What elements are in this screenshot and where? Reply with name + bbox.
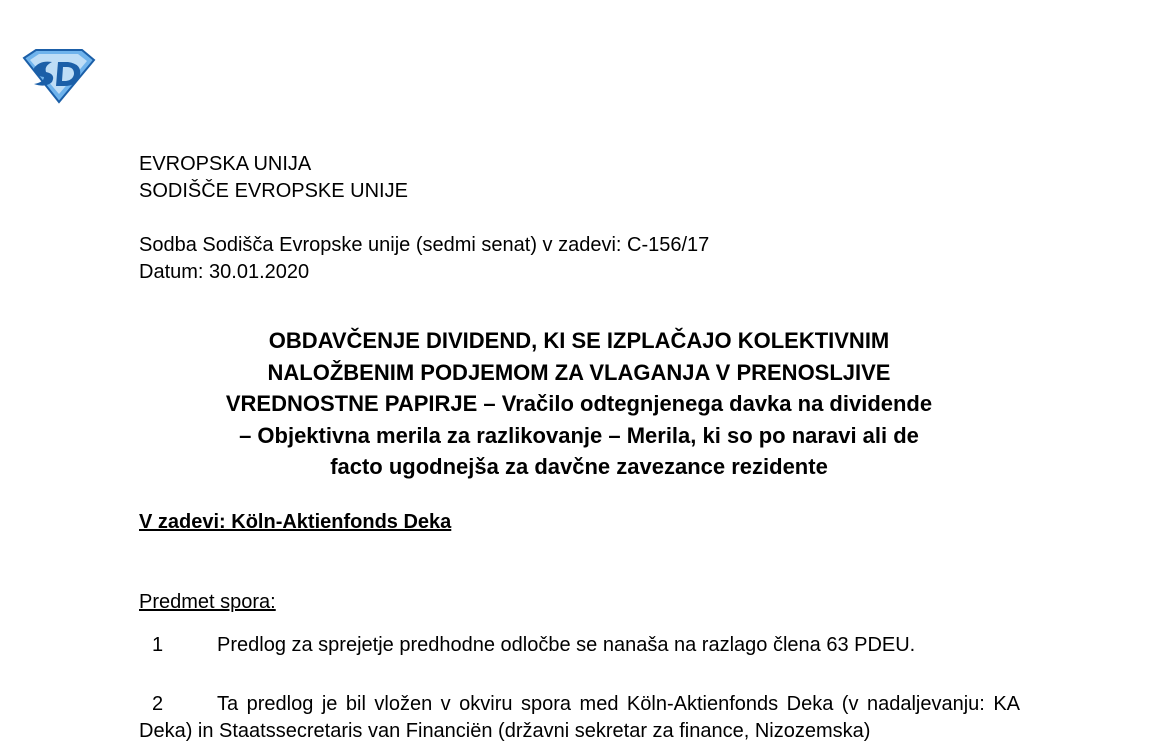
paragraph (139, 632, 1020, 659)
title-line: OBDAVČENJE DIVIDEND, KI SE IZPLAČAJO KOLEKTIVNIM (268, 328, 890, 353)
company-logo (22, 48, 96, 104)
title-line: – Objektivna merila za razlikovanje – Merila, ki so po naravi ali de (239, 422, 919, 448)
case-reference: Sodba Sodišča Evropske unije (sedmi senat) v zadevi: C-156/17 (139, 234, 710, 256)
paragraph-text: Ta predlog je bil vložen v okviru spora med Köln-Aktienfonds Deka (v nadaljevanju: KA Deka) in Staatssecretaris van Financiën (državni sekretar za finance, Nizozemska) (139, 693, 1020, 742)
title-line: facto ugodnejša za davčne zavezance rezidente (330, 454, 828, 479)
title-line: NALOŽBENIM PODJEMOM ZA VLAGANJA V PRENOSLJIVE (267, 359, 891, 385)
paragraph-number: 1 (152, 634, 164, 656)
judgment-title (139, 325, 1019, 483)
paragraph-text: Predlog za sprejetje predhodne odločbe se nanaša na razlago člena 63 PDEU. (217, 634, 916, 656)
case-subject: V zadevi: Köln-Aktienfonds Deka (139, 511, 452, 533)
title-line: VREDNOSTNE PAPIRJE – Vračilo odtegnjenega davka na dividende (225, 391, 933, 416)
judgment-date: Datum: 30.01.2020 (139, 261, 310, 283)
court-name: SODIŠČE EVROPSKE UNIJE (139, 180, 408, 202)
section-heading: Predmet spora: (139, 591, 276, 613)
paragraph-number: 2 (152, 693, 164, 715)
organization-name: EVROPSKA UNIJA (139, 153, 312, 175)
paragraph (139, 691, 1020, 745)
